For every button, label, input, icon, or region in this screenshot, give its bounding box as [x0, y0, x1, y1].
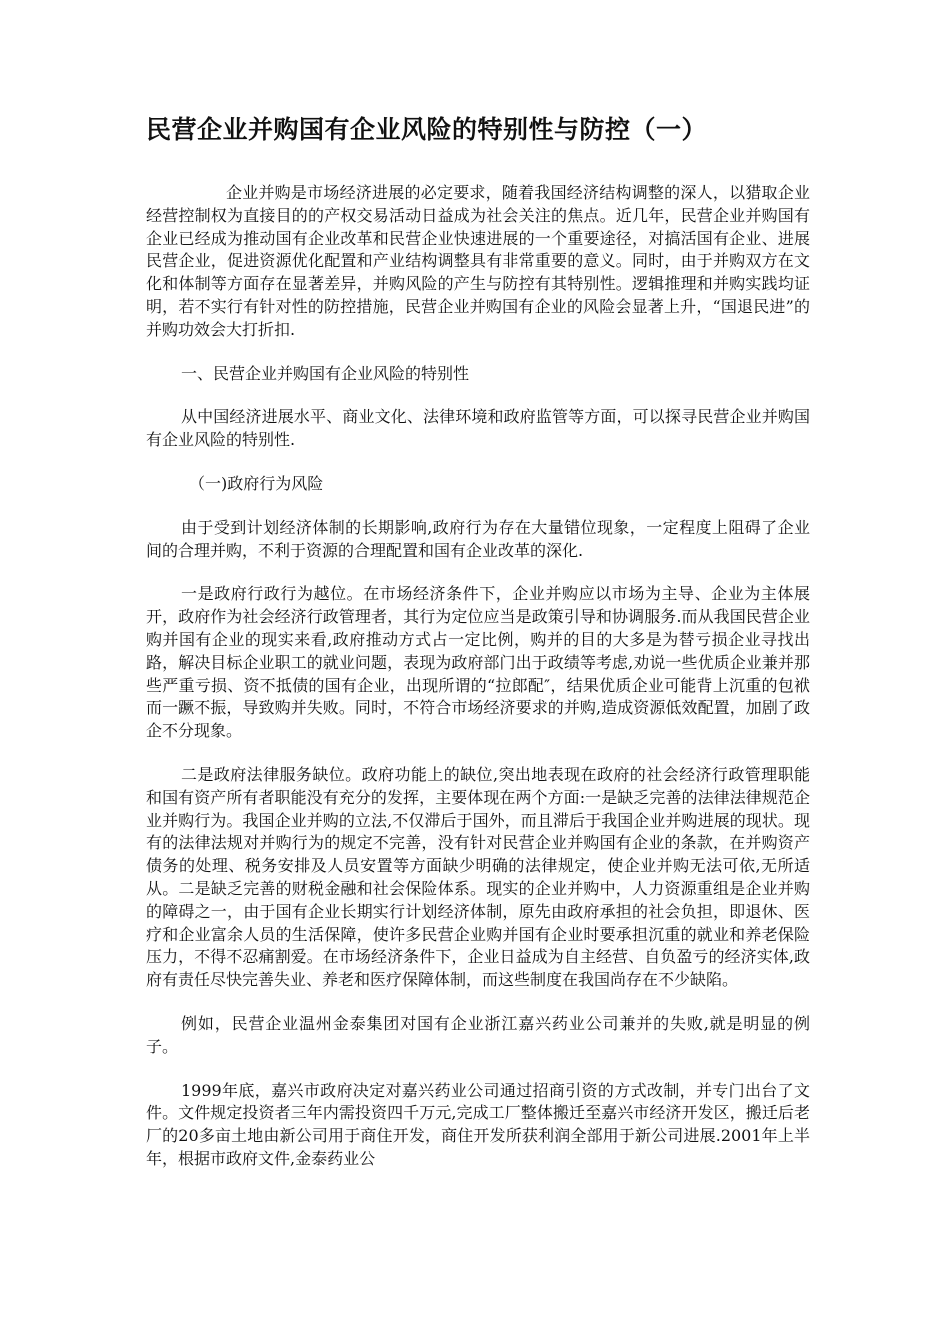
document-title: 民营企业并购国有企业风险的特别性与防控（一）	[146, 115, 708, 144]
intro-paragraph: 企业并购是市场经济进展的必定要求，随着我国经济结构调整的深人，以猎取企业经营控制权为直接目的的产权交易活动日益成为社会关注的焦点。近几年，民营企业并购国有企业已经成为推动国有企业改革和民营企业快速进展的一个重要途径，对搞活国有企业、进展民营企业，促进资源优化配置和产业结构调整具有非常重要的意义。同时，由于并购双方在文化和体制等方面存在显著差异，并购风险的产生与防控有其特别性。逻辑推理和并购实践均证明，若不实行有针对性的防控措施，民营企业并购国有企业的风险会显著上升，“国退民进”的并购功效会大打折扣.	[146, 183, 810, 339]
body-paragraph: 由于受到计划经济体制的长期影响,政府行为存在大量错位现象，一定程度上阻碍了企业间的合理并购，不利于资源的合理配置和国有企业改革的深化.	[146, 517, 810, 560]
section-heading: 一、民营企业并购国有企业风险的特别性	[181, 363, 470, 383]
body-paragraph: 从中国经济进展水平、商业文化、法律环境和政府监管等方面，可以探寻民营企业并购国有企业风险的特别性.	[146, 407, 810, 450]
body-paragraph: 一是政府行政行为越位。在市场经济条件下，企业并购应以市场为主导、企业为主体展开，政府作为社会经济行政管理者，其行为定位应当是政策引导和协调服务.而从我国民营企业购并国有企业的现实来看,政府推动方式占一定比例，购并的目的大多是为替亏损企业寻找出路，解决目标企业职工的就业问题，表现为政府部门出于政绩等考虑,劝说一些优质企业兼并那些严重亏损、资不抵债的国有企业，出现所谓的“拉郎配″，结果优质企业可能背上沉重的包袱而一蹶不振，导致购并失败。同时，不符合市场经济要求的并购,造成资源低效配置，加剧了政企不分现象。	[146, 584, 810, 741]
document-page	[146, 112, 810, 1192]
body-paragraph: 1999年底，嘉兴市政府决定对嘉兴药业公司通过招商引资的方式改制，并专门出台了文件。文件规定投资者三年内需投资四千万元,完成工厂整体搬迁至嘉兴市经济开发区，搬迁后老厂的20多亩土地由新公司用于商住开发，商住开发所获利润全部用于新公司进展.2001年上半年，根据市政府文件,金泰药业公	[146, 1080, 810, 1168]
body-paragraph: 例如，民营企业温州金泰集团对国有企业浙江嘉兴药业公司兼并的失败,就是明显的例子。	[146, 1013, 810, 1056]
subsection-heading: （一)政府行为风险	[189, 473, 324, 493]
body-paragraph: 二是政府法律服务缺位。政府功能上的缺位,突出地表现在政府的社会经济行政管理职能和国有资产所有者职能没有充分的发挥，主要体现在两个方面:一是缺乏完善的法律法律规范企业并购行为。我国企业并购的立法,不仅滞后于国外，而且滞后于我国企业并购进展的现状。现有的法律法规对并购行为的规定不完善，没有针对民营企业并购国有企业的条款，在并购资产债务的处理、税务安排及人员安置等方面缺少明确的法律规定，使企业并购无法可依,无所适从。二是缺乏完善的财税金融和社会保险体系。现实的企业并购中，人力资源重组是企业并购的障碍之一，由于国有企业长期实行计划经济体制，原先由政府承担的社会负担，即退休、医疗和企业富余人员的生活保障，使许多民营企业购并国有企业时要承担沉重的就业和养老保险压力，不得不忍痛割爱。在市场经济条件下，企业日益成为自主经营、自负盈亏的经济实体,政府有责任尽快完善失业、养老和医疗保障体制，而这些制度在我国尚存在不少缺陷。	[146, 764, 810, 990]
